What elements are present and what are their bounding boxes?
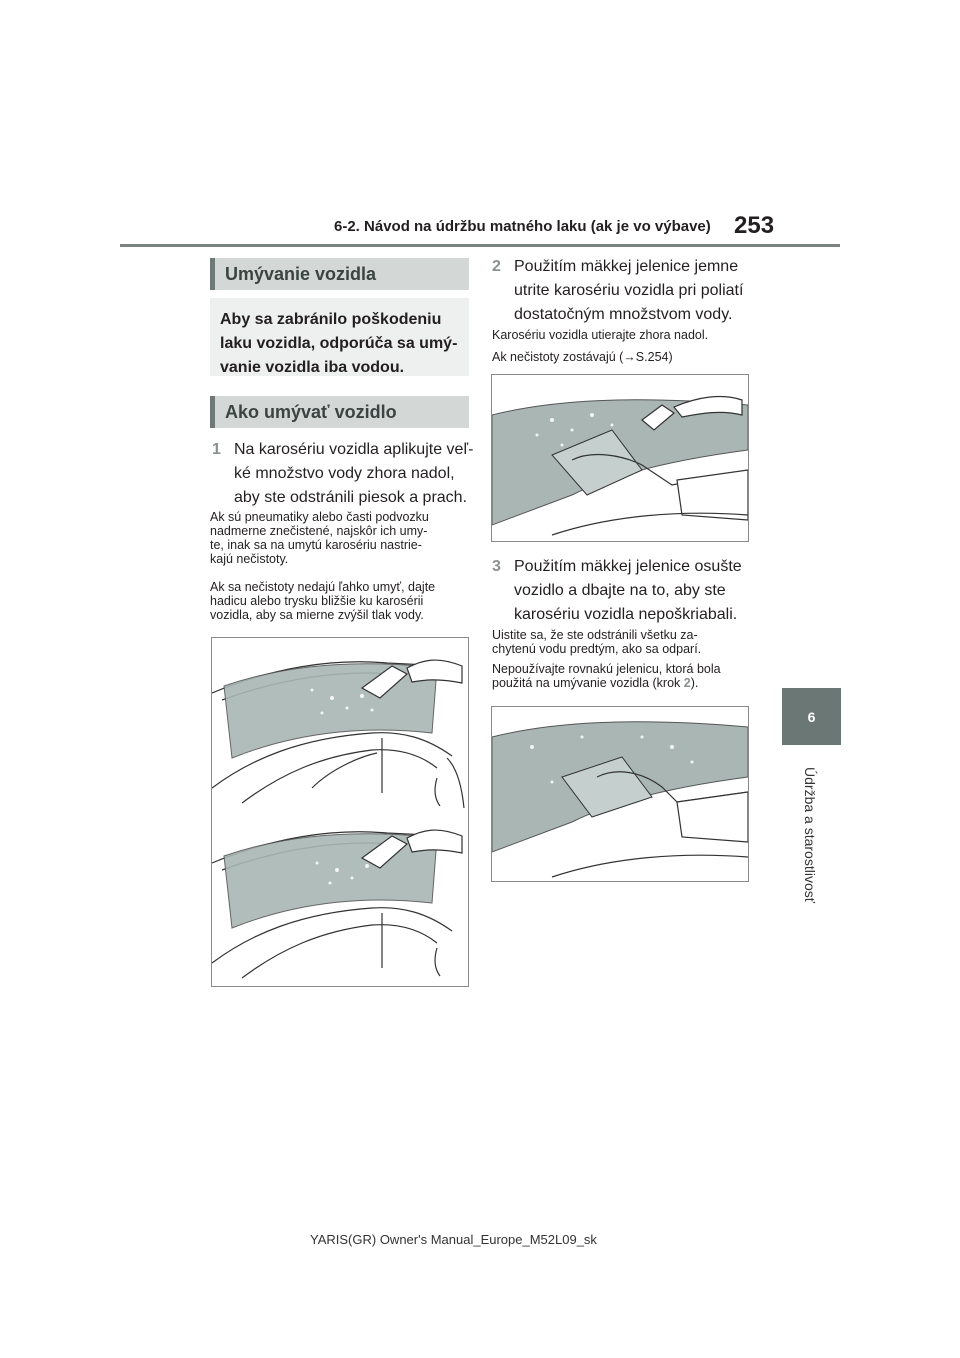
step-3-line-3: karosériu vozidla nepoškriabali.: [514, 606, 738, 623]
para5-line-1: Uistite sa, že ste odstránili všetku za-: [492, 628, 698, 642]
step-1-line-3: aby ste odstránili piesok a prach.: [234, 489, 468, 506]
para1-line-1: Ak sú pneumatiky alebo časti podvozku: [210, 510, 429, 524]
para6-line-1: Nepoužívajte rovnakú jelenicu, ktorá bola: [492, 662, 721, 676]
para1-line-4: kajú nečistoty.: [210, 552, 289, 566]
paragraph-different-chamois: [492, 662, 754, 690]
paragraph-dirt-remains: Ak nečistoty zostávajú (→S.254): [492, 350, 673, 364]
para2-line-1: Ak sa nečistoty nedajú ľahko umyť, dajte: [210, 580, 436, 594]
para5-line-2: chytenú vodu predtým, ako sa odparí.: [492, 642, 702, 656]
step-2-text: [514, 255, 743, 327]
para6-line-2-prefix: použitá na umývanie vozidla (krok: [492, 676, 684, 690]
para6-line-2: [492, 676, 754, 690]
paragraph-wipe-direction: Karosériu vozidla utierajte zhora nadol.: [492, 328, 709, 342]
para2-line-3: vozidla, aby sa mierne zvýšil tlak vody.: [210, 608, 424, 622]
note-line-1: Aby sa zabránilo poškodeniu: [220, 311, 442, 328]
step-1-line-2: ké množstvo vody zhora nadol,: [234, 465, 455, 482]
illustration-chamois-wet: [491, 374, 749, 542]
note-line-2: laku vozidla, odporúča sa umý-: [220, 335, 458, 352]
chamois-wipe-wet-drawing: [492, 375, 748, 541]
footer-document-id: YARIS(GR) Owner's Manual_Europe_M52L09_sk: [310, 1232, 597, 1247]
para1-line-2: nadmerne znečistené, najskôr ich umy-: [210, 524, 428, 538]
page-number: 253: [734, 212, 775, 239]
car-roof-hose-drawing: [212, 638, 468, 986]
section-heading-washing: Umývanie vozidla: [210, 258, 469, 290]
chamois-dry-drawing: [492, 707, 748, 881]
step-2-line-2: utrite karosériu vozidla pri poliatí: [514, 282, 744, 299]
step-3: [492, 555, 762, 627]
chapter-label-text: Údržba a starostlivosť: [802, 767, 818, 903]
step-1-line-1: Na karosériu vozidla aplikujte veľ-: [234, 441, 474, 458]
paragraph-dirty-tires: [210, 510, 472, 566]
step-3-line-2: vozidlo a dbajte na to, aby ste: [514, 582, 726, 599]
step-2-line-1: Použitím mäkkej jelenice jemne: [514, 258, 739, 275]
illustration-hose-washing: [211, 637, 469, 987]
note-box: [210, 298, 469, 376]
chapter-label: [770, 760, 850, 910]
illustration-chamois-dry: [491, 706, 749, 882]
chapter-tab: 6: [782, 688, 841, 745]
step-1-text: [234, 438, 473, 510]
step-2: [492, 255, 762, 327]
paragraph-hose-closer: [210, 580, 472, 622]
step-3-line-1: Použitím mäkkej jelenice osušte: [514, 558, 742, 575]
header-divider: [120, 244, 840, 247]
section-heading-how-to-wash: Ako umývať vozidlo: [210, 396, 469, 428]
step-3-text: [514, 555, 742, 627]
para1-line-3: te, inak sa na umytú karosériu nastrie-: [210, 538, 422, 552]
step-1: [212, 438, 474, 510]
step-2-line-3: dostatočným množstvom vody.: [514, 306, 733, 323]
header-title: 6-2. Návod na údržbu matného laku (ak je vo výbave): [334, 218, 711, 235]
para6-step-ref: 2: [683, 676, 691, 690]
step-1-number: 1: [212, 441, 221, 458]
para6-line-2-suffix: ).: [690, 676, 699, 690]
step-3-number: 3: [492, 558, 501, 575]
step-2-number: 2: [492, 258, 501, 275]
note-line-3: vanie vozidla iba vodou.: [220, 359, 405, 376]
para2-line-2: hadicu alebo trysku bližšie ku karosérii: [210, 594, 424, 608]
paragraph-remove-water: [492, 628, 754, 656]
